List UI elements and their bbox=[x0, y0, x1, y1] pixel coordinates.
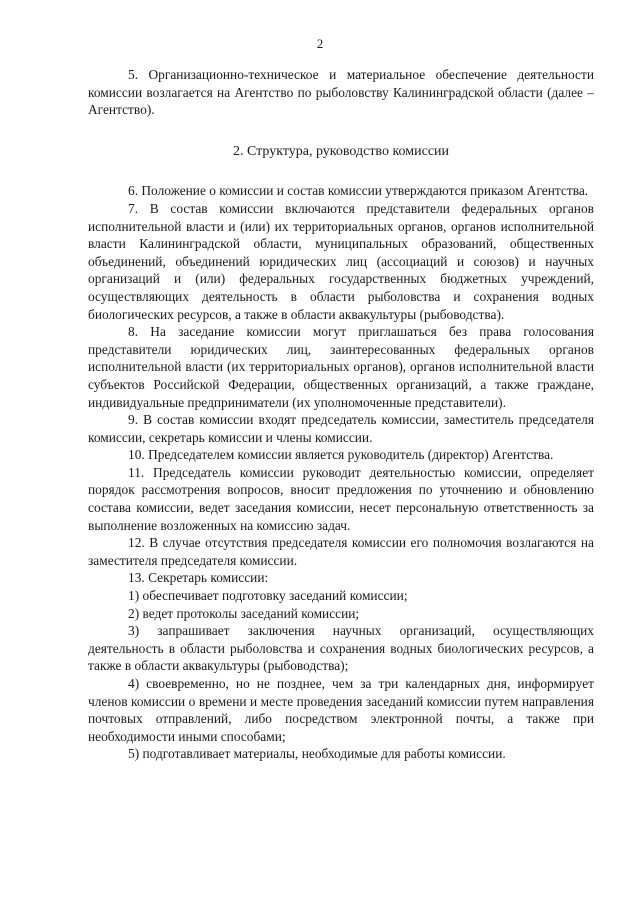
section-title: 2. Структура, руководство комиссии bbox=[232, 143, 450, 159]
list-item-4: 4) своевременно, но не позднее, чем за три календарных дня, информирует членов комиссии о времени и месте проведения заседаний комиссии путем направления почтовых отправлений, либо посредством электронной почты, а также при необходимости иными способами; bbox=[88, 676, 594, 744]
paragraph-5: 5. Организационно-техническое и материальное обеспечение деятельности комиссии возлагается на Агентство по рыболовству Калининградской области (далее – Агентство). bbox=[88, 67, 594, 118]
list-item-3: 3) запрашивает заключения научных организаций, осуществляющих деятельность в области рыболовства и сохранения водных биологических ресурсов, а также в области аквакультуры (рыбоводства); bbox=[88, 623, 594, 674]
list-item-2: 2) ведет протоколы заседаний комиссии; bbox=[128, 605, 360, 621]
list-item-1: 1) обеспечивает подготовку заседаний комиссии; bbox=[128, 588, 408, 604]
paragraph-12: 12. В случае отсутствия председателя комиссии его полномочия возлагаются на заместителя председателя комиссии. bbox=[88, 535, 594, 568]
paragraph-9: 9. В состав комиссии входят председатель комиссии, заместитель председателя комиссии, секретарь комиссии и члены комиссии. bbox=[88, 412, 594, 445]
paragraph-8: 8. На заседание комиссии могут приглашаться без права голосования представители юридических лиц, заинтересованных федеральных органов исполнительной власти (их территориальных органов), органов исполнительной власти субъектов Российской Федерации, общественных организаций, а также граждане, индивидуальные предприниматели (их уполномоченные представители). bbox=[88, 324, 594, 410]
paragraph-13: 13. Секретарь комиссии: bbox=[128, 570, 269, 586]
page-number: 2 bbox=[316, 36, 324, 51]
paragraph-11: 11. Председатель комиссии руководит деятельностью комиссии, определяет порядок рассмотрения вопросов, вносит предложения по уточнению и обновлению состава комиссии, ведет заседания комиссии, несет персональную ответственность за выполнение возложенных на комиссию задач. bbox=[88, 464, 594, 533]
list-item-5: 5) подготавливает материалы, необходимые для работы комиссии. bbox=[128, 746, 506, 762]
paragraph-10: 10. Председателем комиссии является руководитель (директор) Агентства. bbox=[128, 447, 554, 463]
paragraph-7: 7. В состав комиссии включаются представители федеральных органов исполнительной власти и (или) их территориальных органов, органов исполнительной власти Калининградской области, муниципальных образований, общественных объединений, объединений юридических лиц (ассоциаций и союзов) и научных организаций и (или) федеральных государственных бюджетных учреждений, осуществляющих деятельность в области рыболовства и сохранения водных биологических ресурсов, а также в области аквакультуры (рыбоводства). bbox=[88, 200, 594, 322]
paragraph-6: 6. Положение о комиссии и состав комиссии утверждаются приказом Агентства. bbox=[128, 183, 589, 199]
document-body bbox=[88, 66, 594, 763]
